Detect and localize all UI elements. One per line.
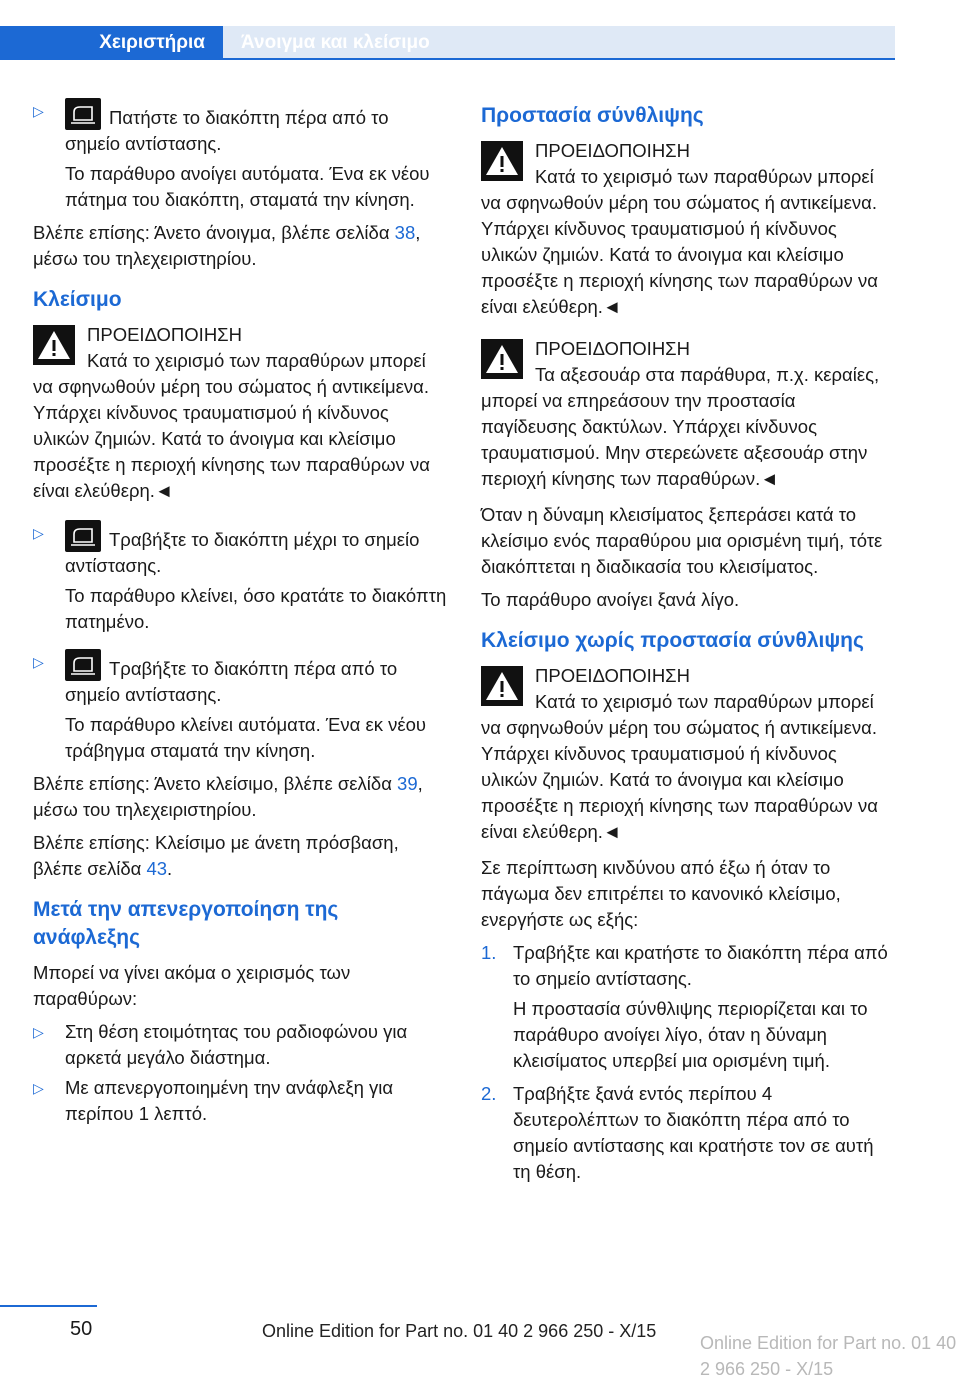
step-text: Τραβήξτε και κρατήστε το διακόπτη πέρα από το σημείο αντίστασης. (513, 942, 888, 989)
warning-triangle-icon (481, 666, 523, 706)
step-text: Τραβήξτε το διακόπτη μέχρι το σημείο αντίστασης. (65, 529, 420, 576)
see-also-comfort-access (33, 830, 448, 882)
page-header (0, 26, 895, 60)
numbered-step (481, 1081, 896, 1185)
window-switch-icon (65, 649, 101, 681)
watermark-text: Online Edition for Part no. 01 40 2 966 250 - X/15 (700, 1333, 957, 1379)
list-item (33, 1019, 448, 1071)
warning-block (481, 663, 896, 845)
page-link-39[interactable]: 39 (397, 773, 418, 794)
triangle-bullet-icon: ▷ (33, 1024, 44, 1040)
warning-text: Κατά το χειρισμό των παραθύρων μπορεί να σφηνωθούν μέρη του σώματος ή αντικείμενα. Υπάρχει κίνδυνος τραυματισμού ή κίνδυνος υλικών ζημιών. Κατά το άνοιγμα και κλείσιμο προσέξτε η περιοχή κίνησης των παραθύρων να είναι ελεύθερη.◄ (481, 166, 878, 317)
after-ignition-intro: Μπορεί να γίνει ακόμα ο χειρισμός των παραθύρων: (33, 962, 351, 1009)
warning-text: Κατά το χειρισμό των παραθύρων μπορεί να σφηνωθούν μέρη του σώματος ή αντικείμενα. Υπάρχει κίνδυνος τραυματισμού ή κίνδυνος υλικών ζημιών. Κατά το άνοιγμα και κλείσιμο προσέξτε η περιοχή κίνησης των παραθύρων να είναι ελεύθερη.◄ (481, 691, 878, 842)
no-pinch-heading: Κλείσιμο χωρίς προστασία σύνθλιψης (481, 629, 864, 652)
chapter-tab[interactable]: Χειριστήρια (0, 26, 223, 60)
triangle-bullet-icon: ▷ (33, 103, 44, 119)
warning-label: ΠΡΟΕΙΔΟΠΟΙΗΣΗ (87, 324, 242, 345)
warning-block (481, 138, 896, 320)
page-number: 50 (70, 1318, 93, 1340)
step-text: Τραβήξτε ξανά εντός περίπου 4 δευτερολέπτων το διακόπτη πέρα από το σημείο αντίστασης και κρατήστε τον σε αυτή τη θέση. (513, 1083, 874, 1182)
footer-rule (0, 1305, 97, 1307)
warning-block (481, 336, 896, 492)
right-column (481, 98, 896, 1189)
warning-block (33, 322, 448, 504)
warning-triangle-icon (481, 141, 523, 181)
see-also-text: , μέσω του τηλεχειριστηρίου. (33, 222, 421, 269)
list-item-text: Στη θέση ετοιμότητας του ραδιοφώνου για αρκετά μεγάλο διάστημα. (65, 1021, 408, 1068)
step-detail: Το παράθυρο κλείνει αυτόματα. Ένα εκ νέου τράβηγμα σταματά την κίνηση. (65, 714, 426, 761)
triangle-bullet-icon: ▷ (33, 525, 44, 541)
pinch-paragraph: Το παράθυρο ανοίγει ξανά λίγο. (481, 589, 740, 610)
see-also-text: Βλέπε επίσης: Κλείσιμο με άνετη πρόσβαση, βλέπε σελίδα (33, 832, 399, 879)
numbered-step (481, 940, 896, 992)
step-detail: Η προστασία σύνθλιψης περιορίζεται και το παράθυρο ανοίγει λίγο, όταν η δύναμη κλεισίματος υπερβεί μια ορισμένη τιμή. (513, 998, 868, 1071)
no-pinch-intro: Σε περίπτωση κινδύνου από έξω ή όταν το πάγωμα δεν επιτρέπει το κανονικό κλείσιμο, ενεργήστε ως εξής: (481, 857, 841, 930)
pinch-protection-heading: Προστασία σύνθλιψης (481, 104, 704, 127)
warning-label: ΠΡΟΕΙΔΟΠΟΙΗΣΗ (535, 665, 690, 686)
header-rule (0, 58, 895, 60)
pinch-paragraph: Όταν η δύναμη κλεισίματος ξεπεράσει κατά το κλείσιμο ενός παραθύρου μια ορισμένη τιμή, τότε διακόπτεται η διαδικασία του κλεισίματος. (481, 504, 883, 577)
step-text: Πατήστε το διακόπτη πέρα από το σημείο αντίστασης. (65, 107, 389, 154)
closing-heading: Κλείσιμο (33, 288, 122, 311)
see-also-text: Βλέπε επίσης: Άνετο κλείσιμο, βλέπε σελίδα (33, 773, 398, 794)
see-also-text: . (167, 858, 173, 879)
section-tab[interactable]: Άνοιγμα και κλείσιμο (223, 26, 895, 60)
warning-label: ΠΡΟΕΙΔΟΠΟΙΗΣΗ (535, 338, 690, 359)
see-also-text: Βλέπε επίσης: Άνετο άνοιγμα, βλέπε σελίδα (33, 222, 395, 243)
see-also-text: , μέσω του τηλεχειριστηρίου. (33, 773, 423, 820)
warning-label: ΠΡΟΕΙΔΟΠΟΙΗΣΗ (535, 140, 690, 161)
after-ignition-heading: Μετά την απενεργοποίηση της ανάφλεξης (33, 898, 339, 949)
step-number: 1. (481, 942, 497, 963)
page-link-43[interactable]: 43 (146, 858, 168, 879)
warning-text: Κατά το χειρισμό των παραθύρων μπορεί να σφηνωθούν μέρη του σώματος ή αντικείμενα. Υπάρχει κίνδυνος τραυματισμού ή κίνδυνος υλικών ζημιών. Κατά το άνοιγμα και κλείσιμο προσέξτε η περιοχή κίνησης των παραθύρων να είναι ελεύθερη.◄ (33, 350, 430, 501)
window-switch-icon (65, 98, 101, 130)
page-link-38[interactable]: 38 (394, 222, 416, 243)
step-detail: Το παράθυρο ανοίγει αυτόματα. Ένα εκ νέου πάτημα του διακόπτη, σταματά την κίνηση. (65, 163, 430, 210)
see-also-comfort-close (33, 771, 448, 823)
triangle-bullet-icon: ▷ (33, 1080, 44, 1096)
step-close-hold (33, 520, 448, 579)
list-item (33, 1075, 448, 1127)
edition-text: Online Edition for Part no. 01 40 2 966 250 - X/15 (262, 1321, 657, 1341)
step-number: 2. (481, 1083, 497, 1104)
warning-text: Τα αξεσουάρ στα παράθυρα, π.χ. κεραίες, μπορεί να επηρεάσουν την προστασία παγίδευσης δακτύλων. Υπάρχει κίνδυνος τραυματισμού. Μην στερεώνετε αξεσουάρ στην περιοχή κίνησης των παραθύρων.◄ (481, 364, 880, 489)
list-item-text: Με απενεργοποιημένη την ανάφλεξη για περίπου 1 λεπτό. (65, 1077, 394, 1124)
step-text: Τραβήξτε το διακόπτη πέρα από το σημείο αντίστασης. (65, 658, 398, 705)
warning-triangle-icon (481, 339, 523, 379)
window-switch-icon (65, 520, 101, 552)
see-also-comfort-open (33, 220, 448, 272)
warning-triangle-icon (33, 325, 75, 365)
triangle-bullet-icon: ▷ (33, 654, 44, 670)
step-open-auto (33, 98, 448, 157)
step-detail: Το παράθυρο κλείνει, όσο κρατάτε το διακόπτη πατημένο. (65, 585, 447, 632)
left-column (33, 98, 448, 1131)
step-close-auto (33, 649, 448, 708)
